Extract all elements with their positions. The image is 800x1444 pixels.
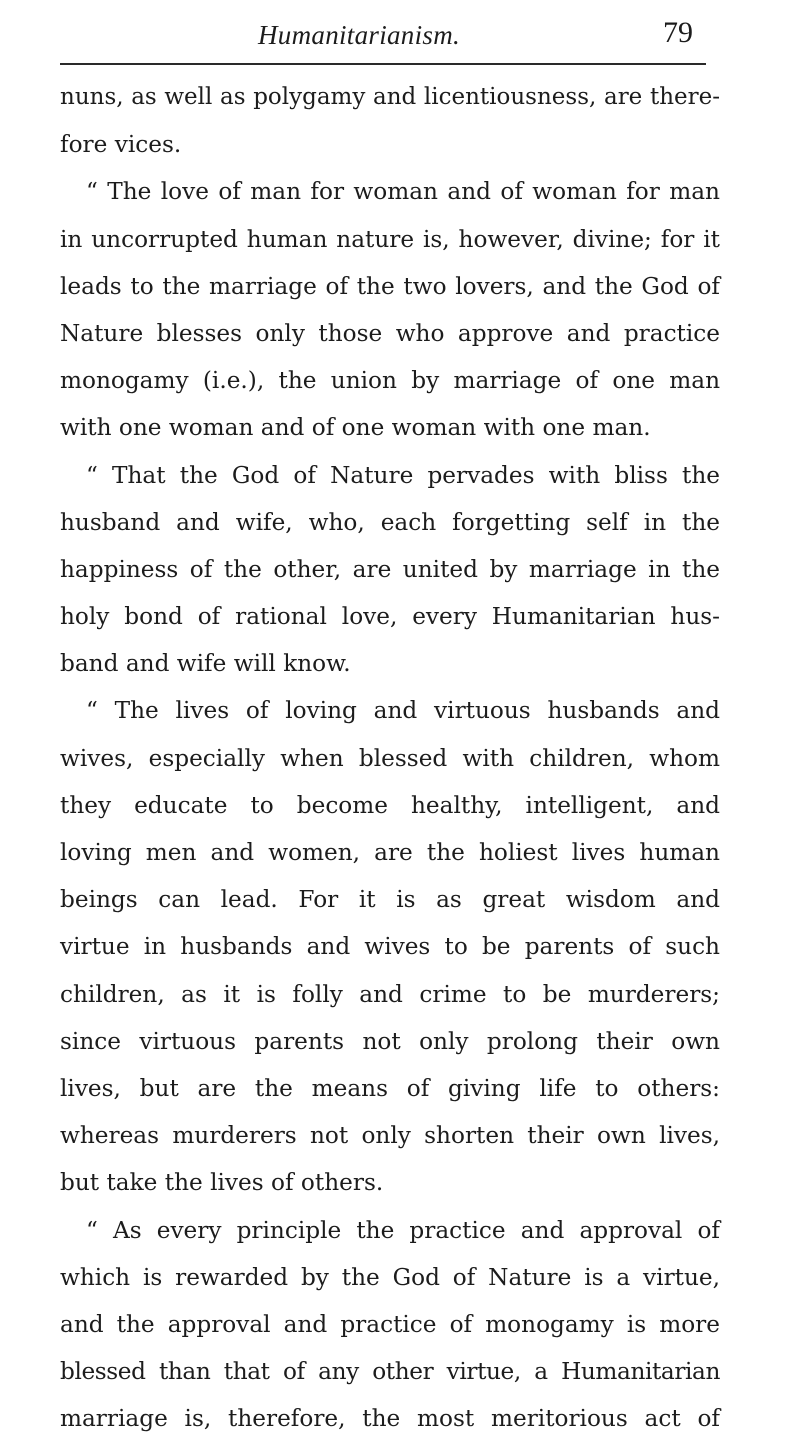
text-line: band and wife will know. [60,650,351,678]
text-line: blessed than that of any other virtue, a Humanitarian [60,1358,720,1386]
text-line: in uncorrupted human nature is, however, divine; for it [60,225,720,253]
text-line: fore vices. [60,131,182,159]
text-line: beings can lead. For it is as great wisdom and [60,886,720,914]
text-line: virtue in husbands and wives to be parents of such [60,933,720,961]
text-line: children, as it is folly and crime to be murderers; [60,980,720,1008]
body-text [60,74,720,1442]
text-line: with one woman and of one woman with one man. [60,414,651,442]
text-line: loving men and women, are the holiest lives human [60,839,720,866]
text-line: whereas murderers not only shorten their own lives, [60,1122,720,1150]
text-line: leads to the marriage of the two lovers, and the God of [60,272,720,300]
text-line: since virtuous parents not only prolong their own [60,1027,720,1055]
running-title: Humanitarianism. [258,20,461,50]
text-line: holy bond of rational love, every Humanitarian hus- [60,603,720,631]
text-line: “ The lives of loving and virtuous husbands and [86,697,720,725]
header-rule [60,63,706,65]
text-line: wives, especially when blessed with children, whom [60,744,720,772]
text-line: nuns, as well as polygamy and licentiousness, are there- [60,84,720,110]
text-line: husband and wife, who, each forgetting self in the [60,508,720,536]
text-line: lives, but are the means of giving life to others: [60,1074,720,1102]
text-line: but take the lives of others. [60,1169,384,1197]
page-number: 79 [663,16,693,49]
text-line: happiness of the other, are united by marriage in the [60,555,720,583]
text-line: and the approval and practice of monogamy is more [60,1310,720,1338]
text-line: “ That the God of Nature pervades with bliss the [86,461,720,489]
text-line: Nature blesses only those who approve and practice [60,319,720,347]
text-line: they educate to become healthy, intelligent, and [60,791,720,819]
text-line: marriage is, therefore, the most meritorious act of [60,1405,720,1433]
text-line: “ As every principle the practice and approval of [86,1216,720,1244]
text-line: which is rewarded by the God of Nature is a virtue, [60,1263,720,1291]
text-line: monogamy (i.e.), the union by marriage of one man [60,367,720,395]
text-line: “ The love of man for woman and of woman for man [86,178,720,206]
